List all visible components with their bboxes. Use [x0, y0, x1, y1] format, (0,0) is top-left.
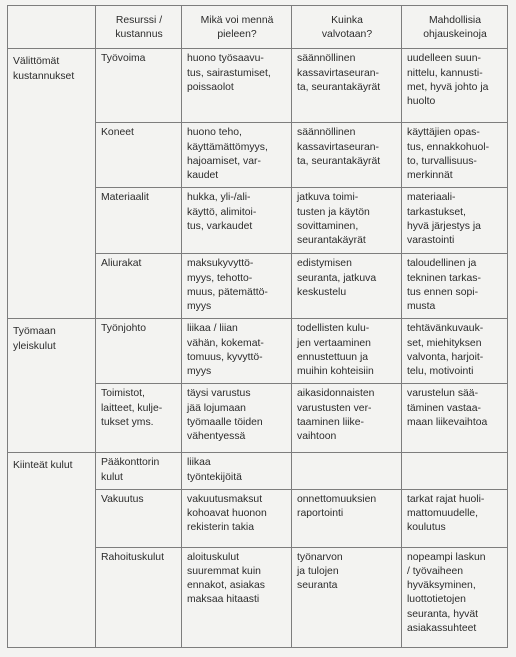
risk-cell: huono työsaavu- tus, sairastumiset, poissaolot	[182, 49, 292, 123]
risk-cell: täysi varustus jää lojumaan työmaalle töiden vähentyessä	[182, 384, 292, 453]
control-cell: taloudellinen ja tekninen tarkas- tus ennen sopi- musta	[402, 254, 508, 319]
table-row	[8, 319, 508, 384]
monitoring-cell: onnettomuuksien raportointi	[292, 489, 402, 547]
resource-cell: Materiaalit	[96, 188, 182, 254]
control-cell: uudelleen suun- nittelu, kannusti- met, hyvä johto ja huolto	[402, 49, 508, 123]
monitoring-cell: aikasidonnaisten varustusten ver- taaminen liike- vaihtoon	[292, 384, 402, 453]
control-cell: käyttäjien opas- tus, ennakkohuol- to, turvallisuus- merkinnät	[402, 123, 508, 188]
risk-cell: maksukyvyttö- myys, tehotto- muus, pätemättö- myys	[182, 254, 292, 319]
monitoring-cell: työnarvon ja tulojen seuranta	[292, 547, 402, 647]
monitoring-cell	[292, 453, 402, 489]
monitoring-cell: jatkuva toimi- tusten ja käytön sovittaminen, seurantakäyrät	[292, 188, 402, 254]
monitoring-cell: säännöllinen kassavirtaseuran- ta, seurantakäyrät	[292, 123, 402, 188]
category-fixed-costs: Kiinteät kulut	[8, 453, 96, 647]
risk-cell: huono teho, käyttämättömyys, hajoamiset, var- kaudet	[182, 123, 292, 188]
resource-cell: Koneet	[96, 123, 182, 188]
header-resource: Resurssi / kustannus	[96, 6, 182, 49]
risk-cell: hukka, yli-/ali- käyttö, alimitoi- tus, varkaudet	[182, 188, 292, 254]
category-site-overheads: Työmaan yleiskulut	[8, 319, 96, 453]
resource-cell: Työvoima	[96, 49, 182, 123]
risk-cell: vakuutusmaksut kohoavat huonon rekisterin takia	[182, 489, 292, 547]
monitoring-cell: säännöllinen kassavirtaseuran- ta, seurantakäyrät	[292, 49, 402, 123]
risk-cell: liikaa / liian vähän, kokemat- tomuus, kyvyttö- myys	[182, 319, 292, 384]
control-cell: tehtävänkuvauk- set, miehityksen valvonta, harjoit- telu, motivointi	[402, 319, 508, 384]
category-direct-costs: Välittömät kustannukset	[8, 49, 96, 319]
risk-cell: liikaa työntekijöitä	[182, 453, 292, 489]
resource-cell: Aliurakat	[96, 254, 182, 319]
resource-cell: Vakuutus	[96, 489, 182, 547]
header-row	[8, 6, 508, 49]
resource-cell: Rahoituskulut	[96, 547, 182, 647]
control-cell	[402, 453, 508, 489]
header-control: Mahdollisia ohjauskeinoja	[402, 6, 508, 49]
monitoring-cell: todellisten kulu- jen vertaaminen ennustettuun ja muihin kohteisiin	[292, 319, 402, 384]
control-cell: materiaali- tarkastukset, hyvä järjestys ja varastointi	[402, 188, 508, 254]
table-row	[8, 453, 508, 489]
header-monitoring: Kuinka valvotaan?	[292, 6, 402, 49]
monitoring-cell: edistymisen seuranta, jatkuva keskustelu	[292, 254, 402, 319]
resource-cell: Työnjohto	[96, 319, 182, 384]
header-category	[8, 6, 96, 49]
control-cell: varustelun sää- täminen vastaa- maan liikevaihtoa	[402, 384, 508, 453]
control-cell: tarkat rajat huoli- mattomuudelle, koulutus	[402, 489, 508, 547]
cost-control-table	[7, 5, 508, 648]
risk-cell: aloituskulut suuremmat kuin ennakot, asiakas maksaa hitaasti	[182, 547, 292, 647]
resource-cell: Toimistot, laitteet, kulje- tukset yms.	[96, 384, 182, 453]
control-cell: nopeampi laskun / työvaiheen hyväksyminen, luottotietojen seuranta, hyvät asiakassuhteet	[402, 547, 508, 647]
header-risk: Mikä voi mennä pieleen?	[182, 6, 292, 49]
resource-cell: Pääkonttorin kulut	[96, 453, 182, 489]
table-row	[8, 49, 508, 123]
